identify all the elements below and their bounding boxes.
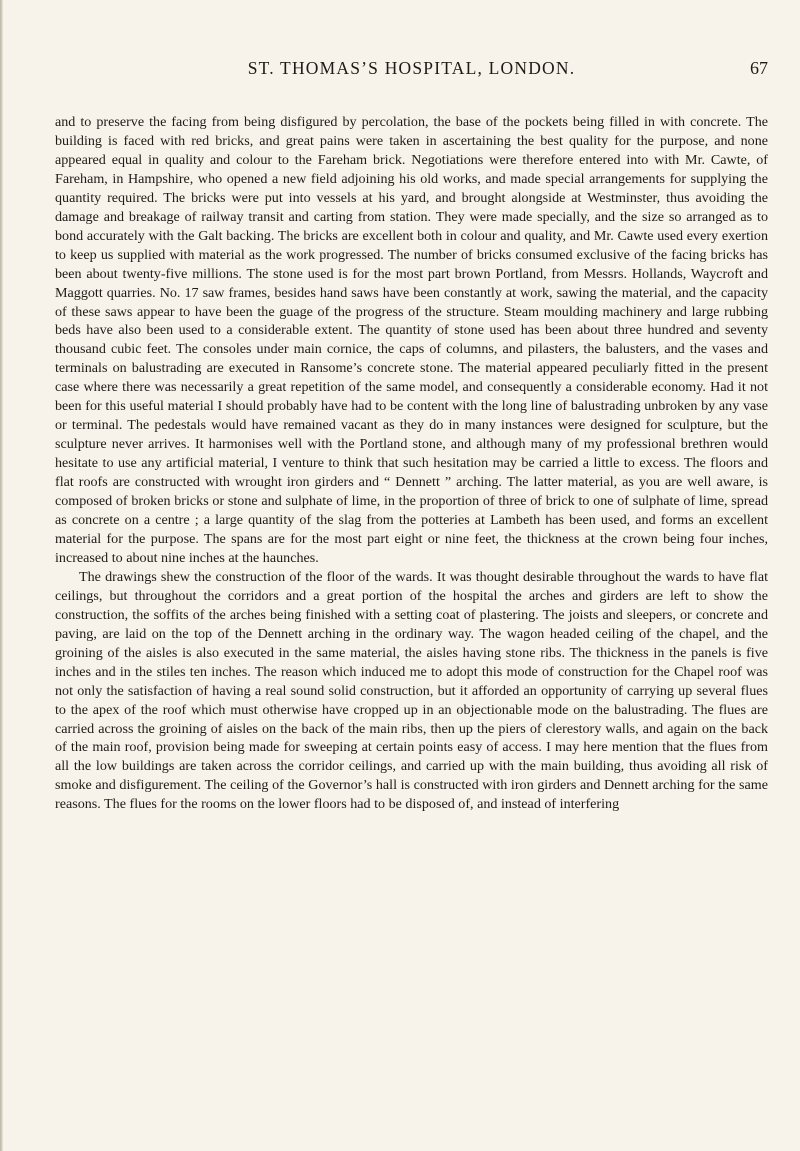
running-title: ST. THOMAS’S HOSPITAL, LONDON. [247, 58, 576, 78]
body-text [55, 113, 768, 814]
page-header [55, 58, 768, 84]
paragraph: and to preserve the facing from being disfigured by percolation, the base of the pockets being filled in with concrete. The building is faced with red bricks, and great pains were taken in ascertaining the best quality for the purpose, and none appeared equal in quality and colour to the Fareham brick. Negotiations were therefore entered into with Mr. Cawte, of Fareham, in Hampshire, who opened a new field adjoining his old works, and made special arrangements for supplying the quantity required. The bricks were put into vessels at his yard, and brought alongside at Westminster, thus avoiding the damage and breakage of railway transit and carting from station. They were made specially, and the size so arranged as to bond accurately with the Galt backing. The bricks are excellent both in colour and quality, and Mr. Cawte used every exertion to keep us supplied with material as the work progressed. The number of bricks consumed exclusive of the facing bricks has been about twenty-five millions. The stone used is for the most part brown Portland, from Messrs. Hollands, Waycroft and Maggott quarries. No. 17 saw frames, besides hand saws have been constantly at work, sawing the material, and the capacity of these saws appear to have been the guage of the progress of the structure. Steam moulding machinery and large rubbing beds have also been used to a considerable extent. The quantity of stone used has been about three hundred and seventy thousand cubic feet. The consoles under main cornice, the caps of columns, and pilasters, the balusters, and the vases and terminals on balustrading are executed in Ransome’s concrete stone. The material appeared peculiarly fitted in the present case where there was necessarily a great repetition of the same model, and consequently a considerable economy. Had it not been for this useful material I should probably have had to be content with the long line of balustrading unbroken by any vase or terminal. The pedestals would have remained vacant as they do in many instances were designed for sculpture, but the sculpture never arrives. It harmonises well with the Portland stone, and although many of my professional brethren would hesitate to use any artificial material, I venture to think that such hesitation may be carried a little to excess. The floors and flat roofs are constructed with wrought iron girders and “ Dennett ” arching. The latter material, as you are well aware, is composed of broken bricks or stone and sulphate of lime, in the proportion of three of brick to one of sulphate of lime, spread as concrete on a centre ; a large quantity of the slag from the potteries at Lambeth has been used, and forms an excellent material for the purpose. The spans are for the most part eight or nine feet, the thickness at the crown being four inches, increased to about nine inches at the haunches. [55, 114, 768, 566]
paragraph: The drawings shew the construction of the floor of the wards. It was thought desirable throughout the wards to have flat ceilings, but throughout the corridors and a great portion of the hospital the arches and girders are left to show the construction, the soffits of the arches being finished with a setting coat of plastering. The joists and sleepers, or concrete and paving, are laid on the top of the Dennett arching in the ordinary way. The wagon headed ceiling of the chapel, and the groining of the aisles is also executed in the same material, the aisles having stone ribs. The thickness in the panels is five inches and in the stiles ten inches. The reason which induced me to adopt this mode of construction for the Chapel roof was not only the satisfaction of having a real sound solid construction, but it afforded an opportunity of carrying up several flues to the apex of the roof which must otherwise have cropped up in an objectionable mode on the balustrading. The flues are carried across the groining of aisles on the back of the main ribs, then up the piers of clerestory walls, and again on the back of the main roof, provision being made for sweeping at certain points easy of access. I may here mention that the flues from all the low buildings are taken across the corridor ceilings, and carried up with the main building, thus avoiding all risk of smoke and disfigurement. The ceiling of the Governor’s hall is constructed with iron girders and Dennett arching for the same reasons. The flues for the rooms on the lower floors had to be disposed of, and instead of interfering [55, 568, 768, 813]
page-binding-edge [0, 0, 3, 1151]
page-number: 67 [750, 58, 768, 78]
